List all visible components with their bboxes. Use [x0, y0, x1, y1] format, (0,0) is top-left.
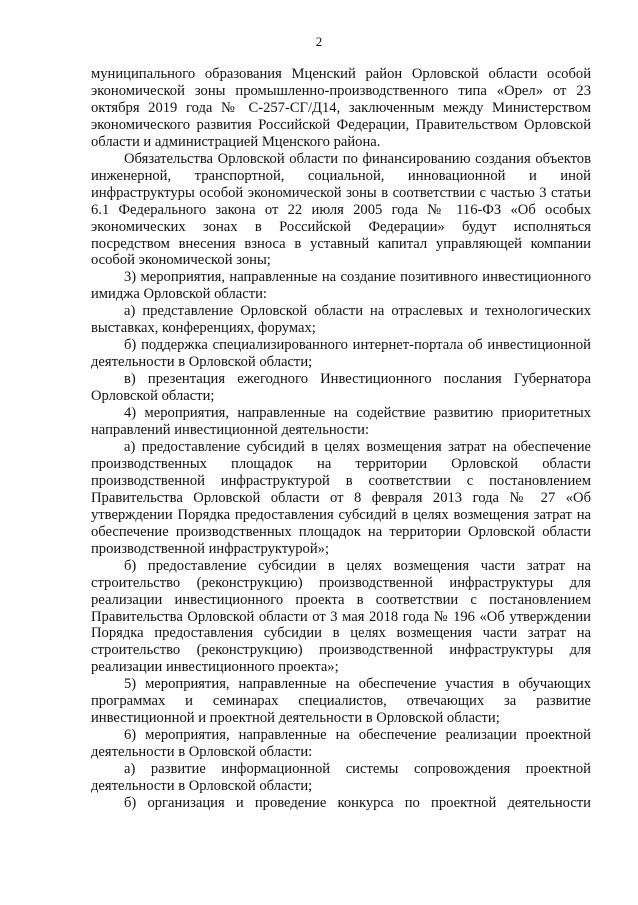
paragraph-item-6: 6) мероприятия, направленные на обеспечение реализации проектной деятельности в Орловской области: [91, 727, 591, 761]
page-number: 2 [315, 34, 323, 49]
paragraph-item-6a: а) развитие информационной системы сопровождения проектной деятельности в Орловской области; [91, 761, 591, 795]
paragraph-item-3a: а) представление Орловской области на отраслевых и технологических выставках, конференциях, форумах; [91, 303, 591, 337]
paragraph-sez-agreement: муниципального образования Мценский район Орловской области особой экономической зоны промышленно-производственного типа «Орел» от 23 октября 2019 года № С-257-СГ/Д14, заключенным между Министерством экономического развития Российской Федерации, Правительством Орловской области и администрацией Мценского района. [91, 66, 591, 150]
paragraph-item-3: 3) мероприятия, направленные на создание позитивного инвестиционного имиджа Орловской области: [91, 269, 591, 303]
paragraph-item-6b: б) организация и проведение конкурса по проектной деятельности [124, 794, 591, 811]
paragraph-item-4a: а) предоставление субсидий в целях возмещения затрат на обеспечение производственных площадок на территории Орловской области производственной инфраструктурой в соответствии с постановлением Правительства Орловской области от 8 февраля 2013 года № 27 «Об утверждении Порядка предоставления субсидий в целях возмещения затрат на обеспечение производственных площадок на территории Орловской области производственной инфраструктурой»; [91, 438, 591, 557]
document-body [91, 66, 591, 812]
paragraph-financing-obligations: Обязательства Орловской области по финансированию создания объектов инженерной, транспортной, социальной, инновационной и иной инфраструктуры особой экономической зоны в соответствии с частью 3 статьи 6.1 Федерального закона от 22 июля 2005 года № 116-ФЗ «Об особых экономических зонах в Российской Федерации» будут исполняться посредством внесения взноса в уставный капитал управляющей компании особой экономической зоны; [91, 150, 591, 269]
paragraph-item-4b: б) предоставление субсидии в целях возмещения части затрат на строительство (реконструкцию) производственной инфраструктуры для реализации инвестиционного проекта в соответствии с постановлением Правительства Орловской области от 3 мая 2018 года № 196 «Об утверждении Порядка предоставления субсидии в целях возмещения части затрат на строительство (реконструкцию) производственной инфраструктуры для реализации инвестиционного проекта»; [91, 557, 591, 676]
paragraph-item-3b: б) поддержка специализированного интернет-портала об инвестиционной деятельности в Орловской области; [91, 337, 591, 371]
paragraph-item-5: 5) мероприятия, направленные на обеспечение участия в обучающих программах и семинарах специалистов, отвечающих за развитие инвестиционной и проектной деятельности в Орловской области; [91, 676, 591, 727]
paragraph-item-4: 4) мероприятия, направленные на содействие развитию приоритетных направлений инвестиционной деятельности: [91, 405, 591, 439]
paragraph-item-3c: в) презентация ежегодного Инвестиционного послания Губернатора Орловской области; [91, 371, 591, 405]
